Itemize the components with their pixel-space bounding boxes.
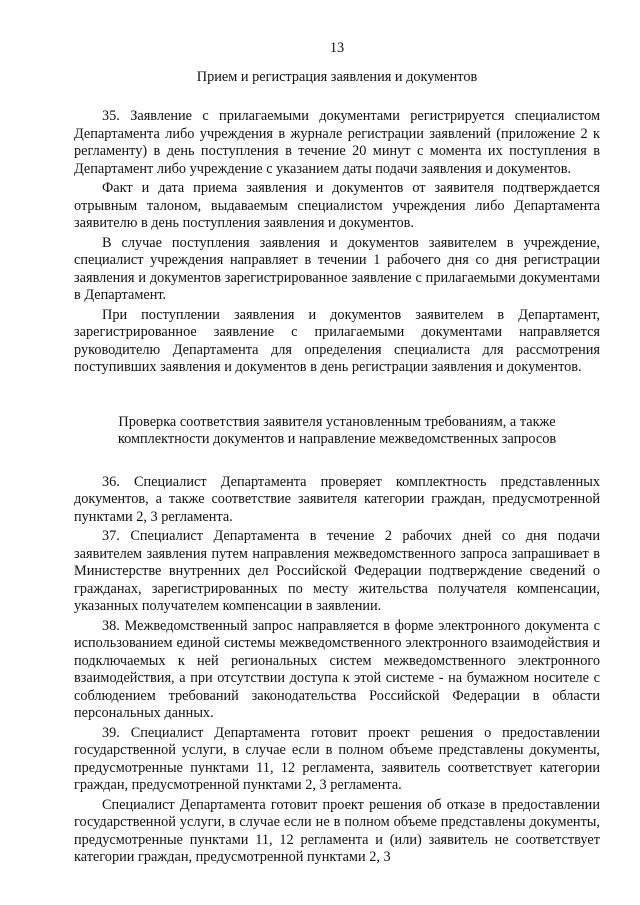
paragraph-39: 39. Специалист Департамента готовит проект решения о предоставлении государственной услуги, в случае если в полном объеме представлены документы, предусмотренные пунктами 11, 12 регламента, заявитель соответствует категории граждан, предусмотренной пунктами 2, 3 регламента. [74,724,600,793]
document-page [74,40,600,867]
paragraph-38: 38. Межведомственный запрос направляется в форме электронного документа с использованием единой системы межведомственного электронного взаимодействия и подключаемых к ней региональных систем межведомственного электронного взаимодействия, а при отсутствии доступа к этой системе - на бумажном носителе с соблюдением требований законодательства Российской Федерации в области персональных данных. [74,617,600,721]
section-heading-reception: Прием и регистрация заявления и документов [196,68,478,85]
paragraph-department-receipt: При поступлении заявления и документов заявителем в Департамент, зарегистрированное заявление с прилагаемыми документами направляется руководителю Департамента для определения специалиста для рассмотрения поступивших заявления и документов в день регистрации заявления и документов. [74,306,600,375]
paragraph-36: 36. Специалист Департамента проверяет комплектность представленных документов, а также соответствие заявителя категории граждан, предусмотренной пунктами 2, 3 регламента. [74,473,600,525]
paragraph-receipt-confirmation: Факт и дата приема заявления и документов от заявителя подтверждается отрывным талоном, выдаваемым специалистом учреждения либо Департамента заявителю в день поступления заявления и документов. [74,180,600,231]
paragraph-refusal: Специалист Департамента готовит проект решения об отказе в предоставлении государственной услуги, в случае если не в полном объеме представлены документы, предусмотренные пунктами 11, 12 регламента и (или) заявитель не соответствует категории граждан, предусмотренной пунктами 2, 3 [74,796,600,865]
paragraph-35: 35. Заявление с прилагаемыми документами регистрируется специалистом Департамента либо учреждения в журнале регистрации заявлений (приложение 2 к регламенту) в день поступления в течение 20 минут с момента их поступления в Департамент либо учреждение с указанием даты подачи заявления и документов. [74,108,600,177]
paragraph-institution-receipt: В случае поступления заявления и документов заявителем в учреждение, специалист учреждения направляет в течении 1 рабочего дня со дня регистрации заявления и документов зарегистрированное заявление с прилагаемыми документами в Департамент. [74,234,600,303]
page-number: 13 [329,40,345,56]
section-heading-verification [74,414,600,449]
section-heading-line-1: Проверка соответствия заявителя установленным требованиям, а также [118,413,556,430]
section-heading-line-2: комплектности документов и направление межведомственных запросов [117,431,557,447]
paragraph-37: 37. Специалист Департамента в течение 2 рабочих дней со дня подачи заявителем заявления путем направления межведомственного запроса запрашивает в Министерстве внутренних дел Российской Федерации подтверждение сведений о гражданах, зарегистрированных по месту жительства получателя компенсации, указанных получателем компенсации в заявлении. [74,528,600,614]
